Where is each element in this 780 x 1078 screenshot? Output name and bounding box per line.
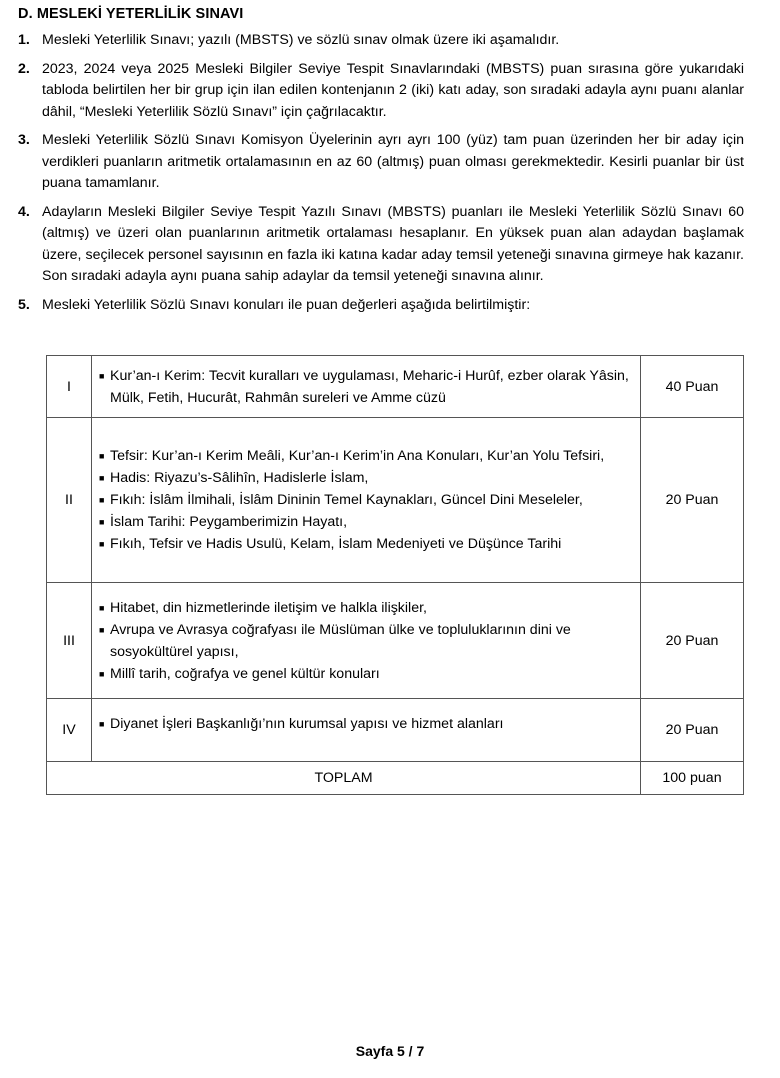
topic-text: Avrupa ve Avrasya coğrafyası ile Müslüman ülke ve topluluklarının dini ve sosyokültürel yapısı,	[110, 621, 571, 660]
topic-text: Hadis: Riyazu’s-Sâlihîn, Hadislerle İslam,	[110, 470, 369, 486]
square-bullet-icon: ■	[99, 451, 105, 461]
topic-text: Fıkıh: İslâm İlmihali, İslâm Dininin Temel Kaynakları, Güncel Dini Meseleler,	[110, 492, 583, 508]
topic-text: Tefsir: Kur’an-ı Kerim Meâli, Kur’an-ı Kerim’in Ana Konuları, Kur’an Yolu Tefsiri,	[110, 448, 605, 464]
section-title: D. MESLEKİ YETERLİLİK SINAVI	[18, 6, 244, 22]
square-bullet-icon: ■	[99, 624, 105, 635]
topic-item	[99, 467, 632, 489]
list-item-number: 3.	[18, 132, 30, 148]
square-bullet-icon: ■	[99, 539, 105, 549]
table-row	[47, 356, 744, 418]
topics-cell	[92, 356, 641, 418]
group-cell: I	[47, 356, 92, 418]
points-cell: 20 Puan	[641, 583, 744, 699]
topic-item	[99, 619, 632, 663]
list-item	[18, 130, 744, 195]
list-item-text: 2023, 2024 veya 2025 Mesleki Bilgiler Seviye Tespit Sınavlarındaki (MBSTS) puan sırasına göre yukarıdaki tabloda belirtilen her bir grup için ilan edilen kontenjanın 2 (iki) katı aday, son sıradaki adayla aynı puanı alanlar dâhil, “Mesleki Yeterlilik Sözlü Sınavı” için çağrılacaktır.	[42, 60, 744, 120]
list-item-number: 2.	[18, 60, 30, 77]
points-cell: 20 Puan	[641, 418, 744, 583]
group-cell: III	[47, 583, 92, 699]
group-cell: II	[47, 418, 92, 583]
list-item-text: Mesleki Yeterlilik Sınavı; yazılı (MBSTS) ve sözlü sınav olmak üzere iki aşamalıdır.	[42, 32, 560, 48]
topic-item	[99, 365, 632, 409]
list-item	[18, 59, 744, 124]
topic-text: İslam Tarihi: Peygamberimizin Hayatı,	[110, 514, 348, 530]
topic-item	[99, 489, 632, 511]
square-bullet-icon: ■	[99, 370, 105, 381]
list-item-number: 1.	[18, 32, 30, 48]
page-number: Sayfa 5 / 7	[355, 1043, 425, 1059]
topics-cell	[92, 418, 641, 583]
list-item	[18, 30, 744, 52]
list-item-text: Adayların Mesleki Bilgiler Seviye Tespit Yazılı Sınavı (MBSTS) puanları ile Mesleki Yeterlilik Sözlü Sınavı 60 (altmış) ve üzeri olan puanlarının aritmetik ortalaması hesaplanır. En yüksek puan alan adaydan başlamak üzere, seçilecek personel sayısının en fazla iki katına kadar aday temsil yeteneği sınavına girmeye hak kazanır. Son sıradaki adayla aynı puana sahip adaylar da temsil yeteneği sınavına alınır.	[42, 203, 744, 284]
points-cell: 40 Puan	[641, 356, 744, 418]
group-cell: IV	[47, 699, 92, 762]
table-row	[47, 418, 744, 583]
numbered-list	[18, 30, 744, 323]
topics-cell	[92, 699, 641, 762]
list-item-text: Mesleki Yeterlilik Sözlü Sınavı Komisyon Üyelerinin ayrı ayrı 100 (yüz) tam puan üzerinden her bir aday için verdikleri puanların aritmetik ortalamasının en az 60 (altmış) puan olması gerekmektedir. Kesirli puanlar bir üst puana tamamlanır.	[42, 132, 744, 191]
square-bullet-icon: ■	[99, 517, 105, 527]
topic-text: Fıkıh, Tefsir ve Hadis Usulü, Kelam, İslam Medeniyeti ve Düşünce Tarihi	[110, 536, 562, 552]
table-row	[47, 583, 744, 699]
square-bullet-icon: ■	[99, 473, 105, 483]
topic-item	[99, 713, 632, 735]
total-label: TOPLAM	[47, 762, 641, 795]
table-row	[47, 699, 744, 762]
total-points: 100 puan	[641, 762, 744, 795]
topic-item	[99, 597, 632, 619]
exam-topics-table	[46, 355, 744, 795]
square-bullet-icon: ■	[99, 495, 105, 505]
topic-text: Hitabet, din hizmetlerinde iletişim ve halkla ilişkiler,	[110, 599, 427, 616]
list-item-number: 5.	[18, 296, 30, 313]
topic-item	[99, 663, 632, 685]
list-item	[18, 202, 744, 288]
list-item-text: Mesleki Yeterlilik Sözlü Sınavı konuları ile puan değerleri aşağıda belirtilmiştir:	[42, 296, 531, 313]
topic-item	[99, 533, 632, 555]
topic-item	[99, 511, 632, 533]
total-row	[47, 762, 744, 795]
list-item	[18, 295, 744, 317]
topic-item	[99, 445, 632, 467]
topic-text: Diyanet İşleri Başkanlığı’nın kurumsal yapısı ve hizmet alanları	[110, 716, 504, 732]
square-bullet-icon: ■	[99, 668, 105, 679]
square-bullet-icon: ■	[99, 602, 105, 613]
topic-text: Millî tarih, coğrafya ve genel kültür konuları	[110, 665, 380, 682]
list-item-number: 4.	[18, 203, 30, 220]
topics-cell	[92, 583, 641, 699]
square-bullet-icon: ■	[99, 719, 105, 729]
topic-text: Kur’an-ı Kerim: Tecvit kuralları ve uygulaması, Meharic-i Hurûf, ezber olarak Yâsin, Mülk, Fetih, Hucurât, Rahmân sureleri ve Amme cüzü	[110, 367, 629, 406]
points-cell: 20 Puan	[641, 699, 744, 762]
